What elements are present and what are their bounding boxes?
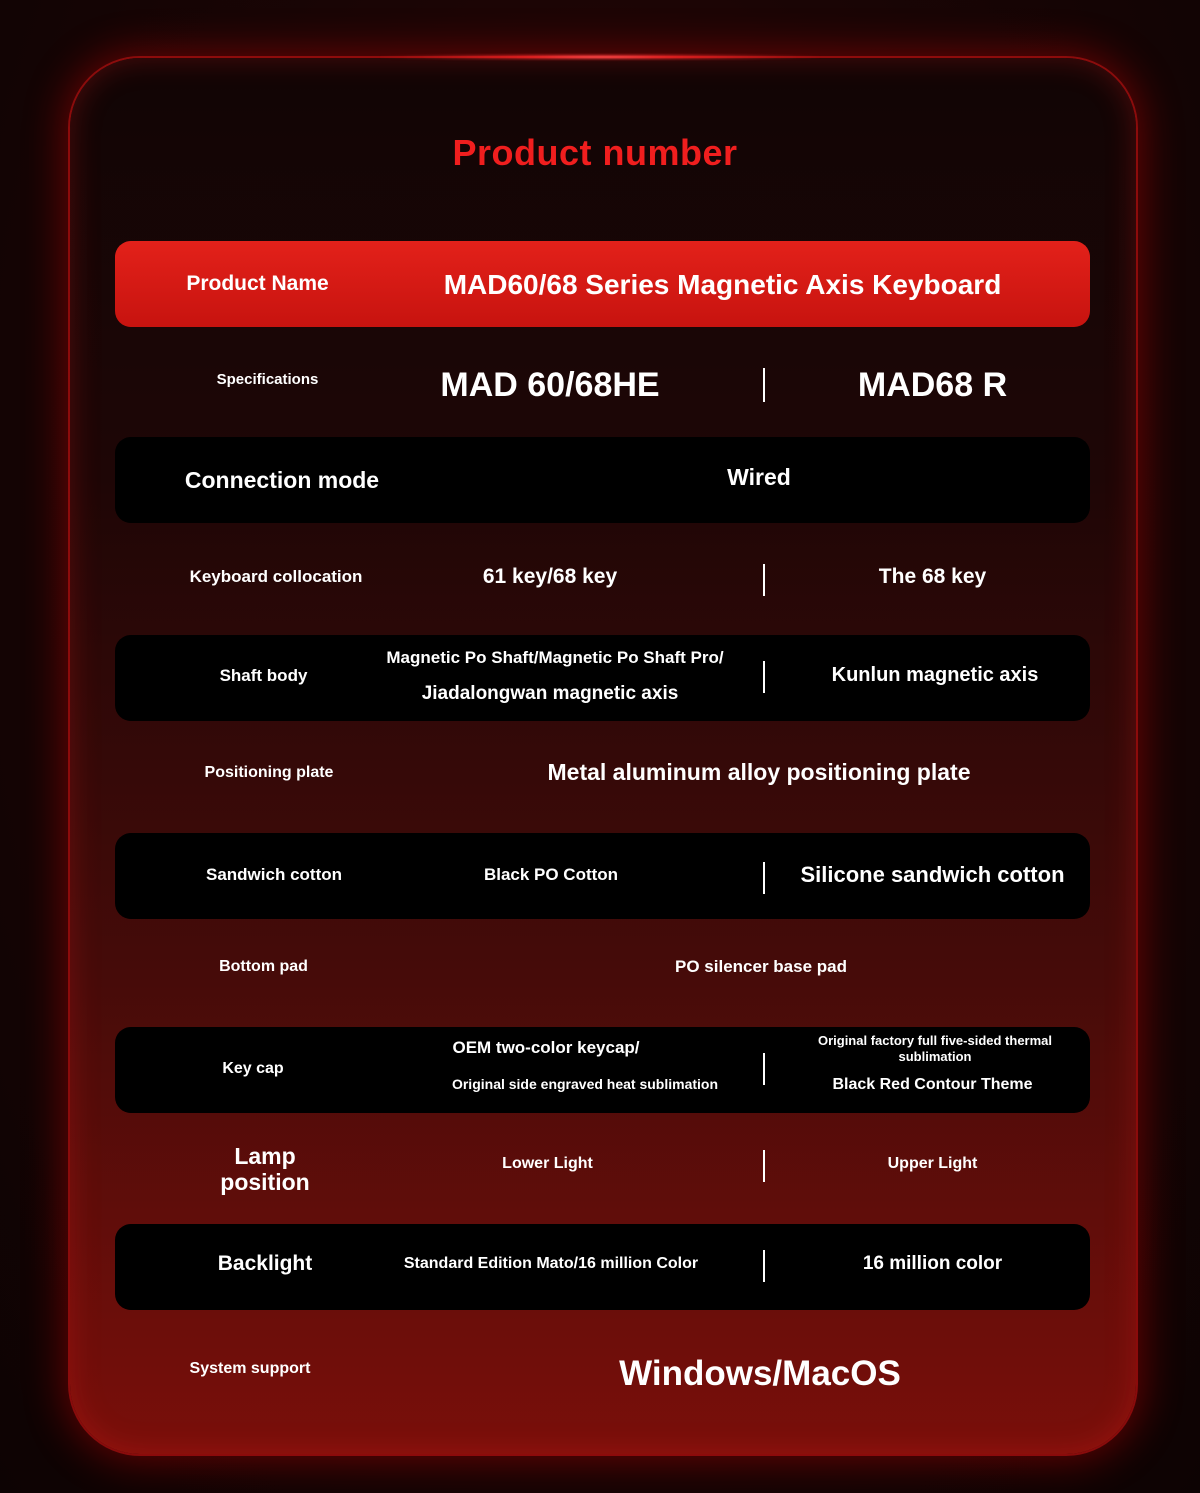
row-label: Positioning plate — [204, 764, 334, 781]
row-lamp-position — [115, 1122, 1090, 1208]
row-bottom-pad — [115, 925, 1090, 1011]
left-value-line2: Original side engraved heat sublimation — [451, 1076, 719, 1093]
right-value: 16 million color — [862, 1253, 1003, 1275]
left-value-line1: OEM two-color keycap/ — [452, 1038, 640, 1058]
row-value: MAD60/68 Series Magnetic Axis Keyboard — [443, 268, 1002, 300]
row-label: Product Name — [186, 271, 329, 295]
row-product-name — [115, 241, 1090, 327]
column-divider — [763, 862, 765, 894]
right-value: Silicone sandwich cotton — [800, 862, 1065, 888]
row-specifications — [115, 342, 1090, 428]
column-divider — [763, 1053, 765, 1085]
right-value-line1: Original factory full five-sided thermal sublimation — [817, 1033, 1053, 1064]
row-label: Lamp position — [220, 1142, 310, 1195]
left-value-line2: Jiadalongwan magnetic axis — [421, 683, 679, 705]
row-label: Specifications — [216, 370, 319, 388]
left-value-line1: Magnetic Po Shaft/Magnetic Po Shaft Pro/ — [386, 648, 724, 668]
left-value: 61 key/68 key — [482, 564, 618, 588]
left-value: Standard Edition Mato/16 million Color — [403, 1255, 699, 1272]
right-value: Upper Light — [887, 1155, 978, 1172]
row-label: Shaft body — [219, 666, 308, 686]
left-value: Lower Light — [502, 1155, 593, 1172]
page-title: Product number — [452, 132, 738, 173]
row-label: Connection mode — [184, 466, 380, 493]
row-value: PO silencer base pad — [675, 957, 847, 977]
row-label: Keyboard collocation — [189, 567, 363, 587]
column-divider — [763, 368, 765, 402]
row-label: Backlight — [217, 1251, 313, 1275]
spec-right-value: MAD68 R — [857, 365, 1008, 404]
row-value: Windows/MacOS — [619, 1354, 901, 1394]
top-glow-line — [380, 54, 820, 60]
row-value: Metal aluminum alloy positioning plate — [547, 758, 971, 785]
row-connection-mode — [115, 437, 1090, 523]
row-label: Key cap — [222, 1060, 284, 1077]
row-value: Wired — [727, 463, 791, 490]
spec-left-value: MAD 60/68HE — [440, 365, 660, 404]
row-backlight — [115, 1224, 1090, 1310]
column-divider — [763, 1150, 765, 1182]
row-label: Bottom pad — [219, 958, 308, 975]
row-label: System support — [189, 1360, 311, 1377]
row-keyboard-collocation — [115, 534, 1090, 620]
column-divider — [763, 1250, 765, 1282]
row-positioning-plate — [115, 730, 1090, 816]
row-key-cap — [115, 1027, 1090, 1113]
right-value-line2: Black Red Contour Theme — [832, 1076, 1033, 1093]
row-sandwich-cotton — [115, 833, 1090, 919]
right-value: The 68 key — [878, 564, 987, 588]
row-label: Sandwich cotton — [206, 865, 342, 885]
left-value: Black PO Cotton — [483, 865, 619, 885]
row-shaft-body — [115, 635, 1090, 721]
row-system-support — [115, 1326, 1090, 1412]
column-divider — [763, 564, 765, 596]
column-divider — [763, 661, 765, 693]
right-value: Kunlun magnetic axis — [831, 663, 1039, 686]
